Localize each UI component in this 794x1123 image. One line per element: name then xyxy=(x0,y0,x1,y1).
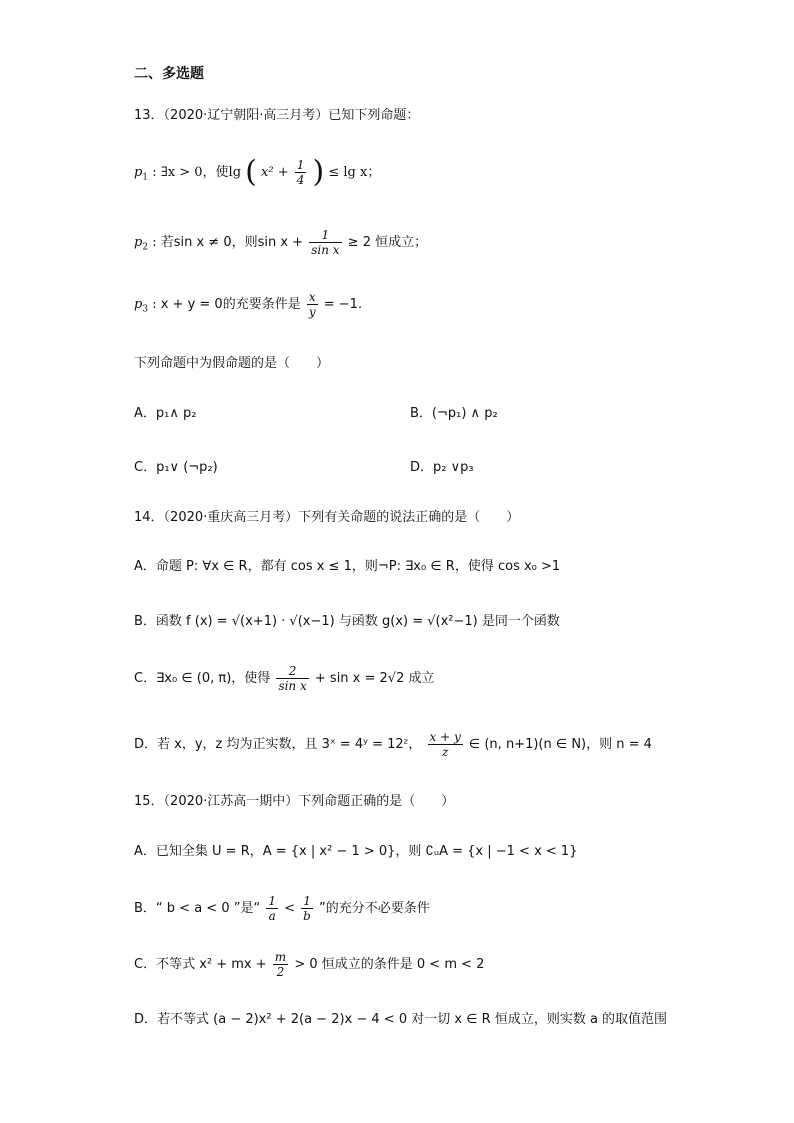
q15-b-text-b: ”的充分不必要条件 xyxy=(319,901,430,916)
p2-text-a: 若sin x ≠ 0，则sin x + xyxy=(160,235,304,250)
q15-c-frac-num: m xyxy=(274,950,287,964)
p1-x2: x² + xyxy=(261,165,289,180)
p1-text-a: ∃x > 0，使lg xyxy=(160,165,242,180)
q13-question: 下列命题中为假命题的是（ ） xyxy=(134,356,330,371)
p3-label: p xyxy=(134,297,143,312)
q15-option-b xyxy=(134,894,430,923)
q15-b-frac1-num: 1 xyxy=(268,894,276,908)
q14-stem: 14．（2020·重庆高三月考）下列有关命题的说法正确的是（ ） xyxy=(134,510,520,525)
q14-option-d xyxy=(134,730,652,759)
q14-c-text-a: C．∃x₀ ∈ (0, π)，使得 xyxy=(134,671,271,686)
q15-b-frac2-num: 1 xyxy=(301,894,313,909)
q14-d-frac-num: x + y xyxy=(429,730,461,744)
p1-text-b: ≤ lg x； xyxy=(328,165,381,180)
q13-proposition-p1: $p_1$ : ∃x > 0，使lg ( x² + $\frac{1}{4}$ ) ≤ lg x； xyxy=(134,154,381,190)
q15-c-frac-den: 2 xyxy=(276,965,285,979)
p2-fraction xyxy=(309,228,341,257)
q14-c-frac-num: 2 xyxy=(276,664,308,679)
p1-fraction xyxy=(295,158,307,187)
q15-option-d: D．若不等式 (a − 2)x² + 2(a − 2)x − 4 < 0 对一切 x ∈ R 恒成立，则实数 a 的取值范围 xyxy=(134,1012,668,1027)
p1-frac-den: 4 xyxy=(296,173,305,187)
p2-text-b: ≥ 2 恒成立； xyxy=(347,235,428,250)
q15-option-a: A．已知全集 U = R，A = {x | x² − 1 > 0}，则 ∁ᵤA = {x | −1 < x < 1} xyxy=(134,844,578,859)
q14-d-fraction xyxy=(428,730,463,759)
p3-frac-den: y xyxy=(308,305,316,319)
p3-text-a: x + y = 0的充要条件是 xyxy=(160,297,301,312)
q15-c-fraction xyxy=(273,950,288,979)
q15-b-fraction-1 xyxy=(266,894,278,923)
q14-d-text-b: ∈ (n, n+1)(n ∈ N)，则 n = 4 xyxy=(468,737,652,752)
q15-b-frac2-den: b xyxy=(303,909,311,923)
q13-option-b: B．(¬p₁) ∧ p₂ xyxy=(410,406,498,421)
q13-option-c: C．p₁∨ (¬p₂) xyxy=(134,460,218,475)
q15-c-text-a: C．不等式 x² + mx + xyxy=(134,957,267,972)
q15-b-frac1-den: a xyxy=(268,909,276,923)
q15-b-text-a: B．“ b < a < 0 ”是“ xyxy=(134,901,261,916)
q14-option-c xyxy=(134,664,434,693)
q13-proposition-p3: $p_3$ : x + y = 0的充要条件是 $\frac{x}{y}$ = −1. xyxy=(134,290,363,319)
q14-d-frac-den: z xyxy=(441,745,449,759)
q13-option-a: A．p₁∧ p₂ xyxy=(134,406,197,421)
p3-text-b: = −1. xyxy=(323,297,363,312)
p3-frac-num: x xyxy=(308,290,316,304)
q14-option-b: B．函数 f (x) = √(x+1) · √(x−1) 与函数 g(x) = √(x²−1) 是同一个函数 xyxy=(134,614,560,629)
p1-label: p xyxy=(134,165,143,180)
section-title: 二、多选题 xyxy=(134,66,204,82)
q13-option-d: D．p₂ ∨p₃ xyxy=(410,460,474,475)
p2-frac-den: sin x xyxy=(311,243,340,257)
q15-b-lt: < xyxy=(284,901,296,916)
q14-option-a: A．命题 P: ∀x ∈ R，都有 cos x ≤ 1，则¬P: ∃x₀ ∈ R，使得 cos x₀ >1 xyxy=(134,559,561,574)
q15-stem: 15．（2020·江苏高一期中）下列命题正确的是（ ） xyxy=(134,794,455,809)
q15-option-c xyxy=(134,950,484,979)
q15-b-fraction-2 xyxy=(301,894,313,923)
q14-d-text-a: D．若 x，y，z 均为正实数，且 3ˣ = 4ʸ = 12ᶻ， xyxy=(134,737,422,752)
p2-sub: 2 xyxy=(142,242,149,253)
p2-frac-num: 1 xyxy=(309,228,341,243)
p3-sub: 3 xyxy=(142,304,149,315)
q14-c-text-b: + sin x = 2√2 成立 xyxy=(314,671,435,686)
p1-sub: 1 xyxy=(142,172,149,183)
q13-stem: 13．（2020·辽宁朝阳·高三月考）已知下列命题： xyxy=(134,108,420,123)
q13-proposition-p2: $p_2$ : 若sin x ≠ 0，则sin x + $\frac{1}{\text{sin x}}$ ≥ 2 恒成立； xyxy=(134,228,428,257)
p3-fraction xyxy=(307,290,318,319)
q14-c-fraction xyxy=(276,664,308,693)
p1-frac-num: 1 xyxy=(296,158,305,172)
q14-c-frac-den: sin x xyxy=(278,679,307,693)
q15-c-text-b: > 0 恒成立的条件是 0 < m < 2 xyxy=(294,957,485,972)
p2-label: p xyxy=(134,235,143,250)
